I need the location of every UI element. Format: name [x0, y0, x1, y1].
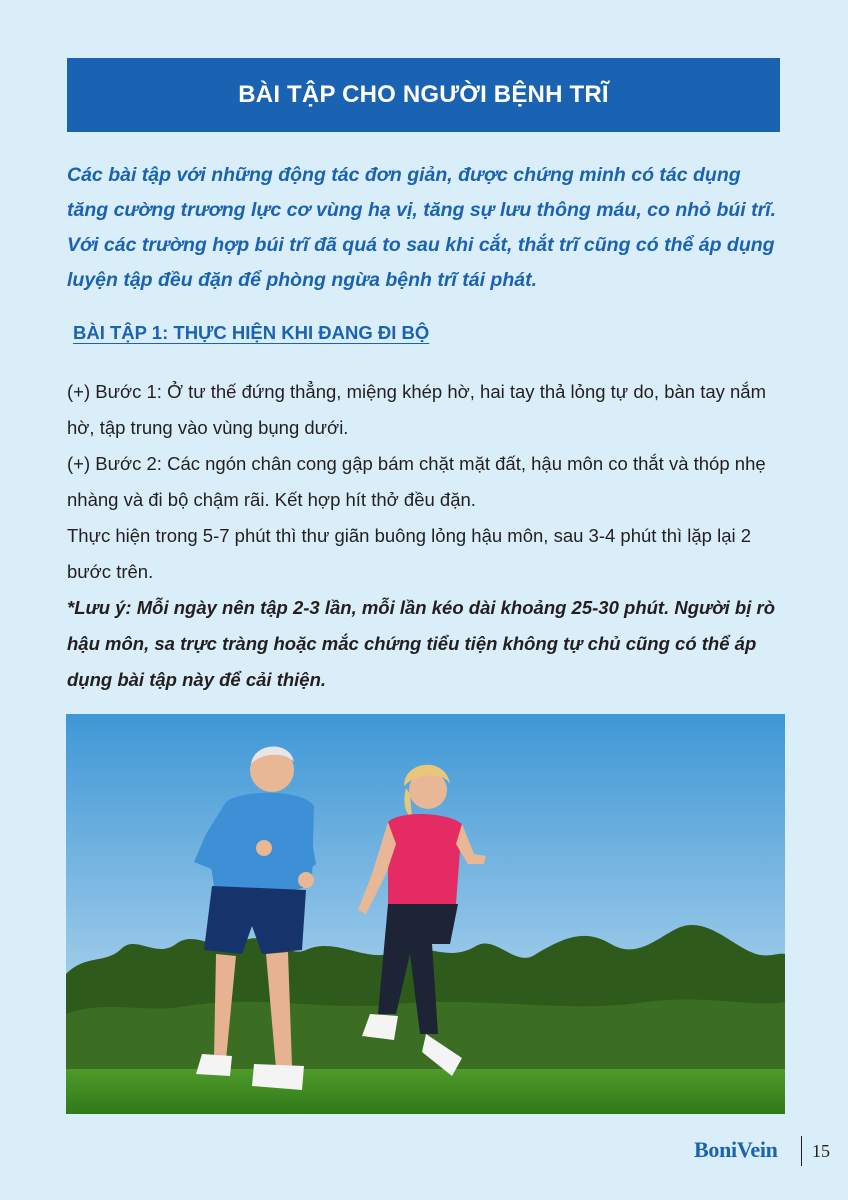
exercise-heading: BÀI TẬP 1: THỰC HIỆN KHI ĐANG ĐI BỘ — [73, 322, 430, 343]
step-2-text: (+) Bước 2: Các ngón chân cong gập bám chặt mặt đất, hậu môn co thắt và thóp nhẹ nhàng và đi bộ chậm rãi. Kết hợp hít thở đều đặn. — [67, 453, 766, 510]
footer-divider — [801, 1136, 802, 1166]
brand-logo: BoniVein — [694, 1137, 778, 1162]
page-title: BÀI TẬP CHO NGƯỜI BỆNH TRĨ — [238, 81, 609, 108]
intro-paragraph: Các bài tập với những động tác đơn giản, được chứng minh có tác dụng tăng cường trương lực cơ vùng hạ vị, tăng sự lưu thông máu, co nhỏ búi trĩ. Với các trường hợp búi trĩ đã quá to sau khi cắt, thắt trĩ cũng có thể áp dụng luyện tập đều đặn để phòng ngừa bệnh trĩ tái phát. — [67, 164, 777, 291]
photo-walking-couple-icon — [66, 714, 785, 1114]
repeat-instruction-text: Thực hiện trong 5-7 phút thì thư giãn buông lỏng hậu môn, sau 3-4 phút thì lặp lại 2 bước trên. — [67, 525, 752, 582]
note-text: *Lưu ý: Mỗi ngày nên tập 2-3 lần, mỗi lần kéo dài khoảng 25-30 phút. Người bị rò hậu môn, sa trực tràng hoặc mắc chứng tiểu tiện không tự chủ cũng có thể áp dụng bài tập này để cải thiện. — [67, 597, 776, 690]
step-1-text: (+) Bước 1: Ở tư thế đứng thẳng, miệng khép hờ, hai tay thả lỏng tự do, bàn tay nắm hờ, tập trung vào vùng bụng dưới. — [67, 381, 767, 438]
title-banner — [67, 58, 780, 132]
walking-couple-photo — [66, 714, 785, 1114]
exercise-instructions — [67, 374, 782, 698]
page-number: 15 — [812, 1141, 830, 1161]
